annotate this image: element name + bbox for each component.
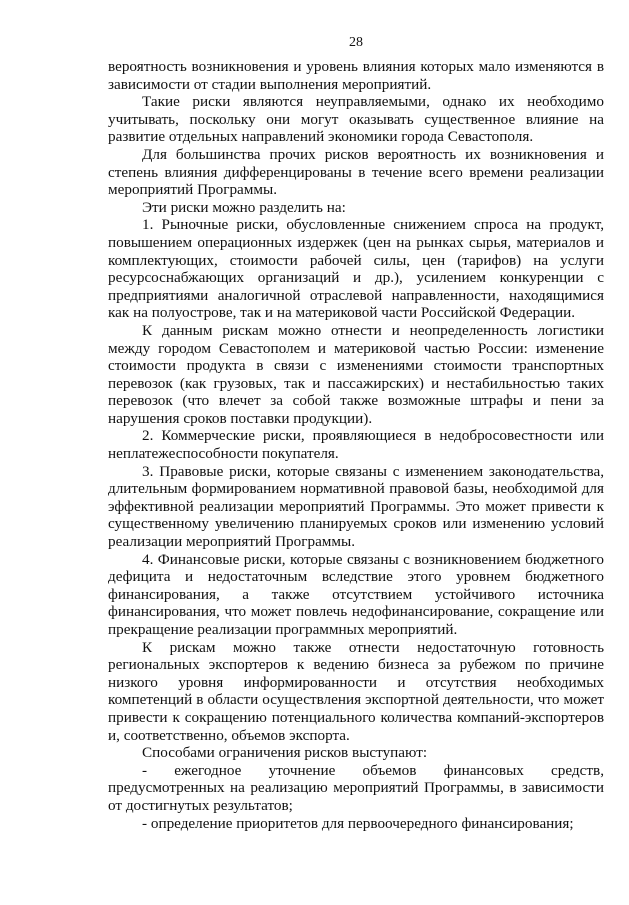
paragraph: - ежегодное уточнение объемов финансовых средств, предусмотренных на реализацию мероприятий Программы, в зависимости от достигнутых результатов; xyxy=(108,761,604,814)
paragraph: К рискам можно также отнести недостаточную готовность региональных экспортеров к ведению бизнеса за рубежом по причине низкого уровня информированности и отсутствия необходимых компетенций в области осуществления экспортной деятельности, что может привести к сокращению потенциального количества компаний-экспортеров и, соответственно, объемов экспорта. xyxy=(108,638,604,744)
paragraph: 2. Коммерческие риски, проявляющиеся в недобросовестности или неплатежеспособности покупателя. xyxy=(108,427,604,463)
paragraph: К данным рискам можно отнести и неопределенность логистики между городом Севастополем и материковой частью России: изменение стоимости продукта в связи с изменениями стоимости транспортных перевозок (как грузовых, так и пассажирских) и нестабильностью таких перевозок (что влечет за собой также возможные штрафы и пени за нарушения сроков поставки продукции). xyxy=(108,321,604,427)
page-body xyxy=(108,58,604,832)
paragraph: Такие риски являются неуправляемыми, однако их необходимо учитывать, поскольку они могут оказывать существенное влияние на развитие отдельных направлений экономики города Севастополя. xyxy=(108,93,604,146)
paragraph: 4. Финансовые риски, которые связаны с возникновением бюджетного дефицита и недостаточным вследствие этого уровнем бюджетного финансирования, а также отсутствием устойчивого источника финансирования, что может повлечь недофинансирование, сокращение или прекращение реализации программных мероприятий. xyxy=(108,550,604,638)
paragraph: 3. Правовые риски, которые связаны с изменением законодательства, длительным формированием нормативной правовой базы, необходимой для эффективной реализации мероприятий Программы. Это может привести к существенному увеличению планируемых сроков или изменению условий реализации мероприятий Программы. xyxy=(108,462,604,551)
paragraph: Для большинства прочих рисков вероятность их возникновения и степень влияния дифференцированы в течение всего времени реализации мероприятий Программы. xyxy=(108,145,604,199)
paragraph: Способами ограничения рисков выступают: xyxy=(142,744,428,762)
paragraph: 1. Рыночные риски, обусловленные снижением спроса на продукт, повышением операционных издержек (цен на рынках сырья, материалов и комплектующих, стоимости рабочей силы, цен (тарифов) на услуги ресурсоснабжающих организаций и др.), усилением конкуренции с предприятиями аналогичной отраслевой направленности, находящимися как на полуострове, так и на материковой части Российской Федерации. xyxy=(108,216,604,322)
paragraph: Эти риски можно разделить на: xyxy=(142,198,346,216)
page-number: 28 xyxy=(349,35,363,50)
paragraph: - определение приоритетов для первоочередного финансирования; xyxy=(142,814,574,832)
paragraph: вероятность возникновения и уровень влияния которых мало изменяются в зависимости от стадии выполнения мероприятий. xyxy=(108,58,604,93)
